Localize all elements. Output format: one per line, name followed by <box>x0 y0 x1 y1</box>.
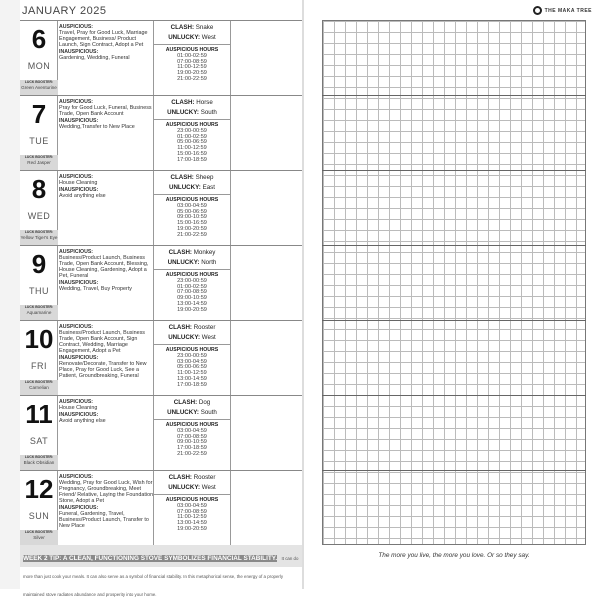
auspicious-hour: 13:00-14:59 <box>177 520 207 527</box>
weekly-tip <box>20 545 302 597</box>
hours-label: AUSPICIOUS HOURS <box>165 347 219 353</box>
auspicious-label: AUSPICIOUS: <box>59 99 94 105</box>
day-number: 11 <box>25 399 53 429</box>
auspicious-hour: 09:00-10:59 <box>177 439 207 446</box>
tip-title: WEEK 2 TIP: A CLEAN, FUNCTIONING STOVE SYMBOLIZES FINANCIAL STABILITY. <box>23 555 278 562</box>
clash-cell <box>153 21 231 95</box>
brand-logo <box>533 6 592 15</box>
auspicious-hour: 07:00-08:59 <box>177 433 207 440</box>
auspicious-hour: 21:00-22:59 <box>177 231 207 238</box>
luck-booster <box>20 455 58 470</box>
tree-logo-icon <box>533 6 542 15</box>
luck-booster-label: LUCK BOOSTER: <box>24 455 54 459</box>
auspicious-hour: 09:00-10:59 <box>177 295 207 302</box>
hours-box <box>154 196 230 244</box>
activities-cell <box>59 174 155 244</box>
inauspicious-label: INAUSPICIOUS: <box>59 505 99 511</box>
inauspicious-label: INAUSPICIOUS: <box>59 280 99 286</box>
unlucky-label: UNLUCKY: <box>169 184 201 191</box>
clash-box <box>154 321 230 345</box>
clash-box <box>154 396 230 420</box>
day-number: 7 <box>31 99 47 129</box>
luck-booster-value: Red Jasper <box>27 160 51 165</box>
clash-value: Rooster <box>193 324 216 331</box>
auspicious-hour: 05:00-06:59 <box>177 139 207 146</box>
inauspicious-text: Renovate/Decorate, Transfer to New Place, Pray for Good Luck, See a Patient, Groundbreaking, Funeral <box>59 361 147 379</box>
clash-cell <box>153 96 231 170</box>
inauspicious-text: Avoid anything else <box>59 193 106 199</box>
auspicious-hour: 17:00-18:59 <box>177 156 207 163</box>
auspicious-hour: 23:00-00:59 <box>177 352 207 359</box>
unlucky-value: West <box>201 334 216 341</box>
grid-divider-line <box>322 95 586 96</box>
clash-label: CLASH: <box>170 174 194 181</box>
left-page <box>20 0 302 597</box>
unlucky-value: North <box>201 259 217 266</box>
luck-booster-value: Carnelian <box>29 385 49 390</box>
inauspicious-label: INAUSPICIOUS: <box>59 118 99 124</box>
clash-label: CLASH: <box>173 399 198 406</box>
day-number: 8 <box>31 174 47 204</box>
clash-cell <box>153 171 231 245</box>
day-row <box>20 395 302 470</box>
auspicious-hour: 19:00-20:59 <box>177 525 207 532</box>
footer-quote: The more you live, the more you love. Or so they say. <box>378 552 530 559</box>
auspicious-label: AUSPICIOUS: <box>59 324 94 330</box>
auspicious-hour: 15:00-16:59 <box>177 220 207 227</box>
hours-box <box>154 121 230 169</box>
auspicious-text: Pray for Good Luck, Funeral, Business Trade, Open Bank Account <box>59 105 152 117</box>
inauspicious-text: Avoid anything else <box>59 418 106 424</box>
clash-label: CLASH: <box>168 249 192 256</box>
grid-divider-line <box>322 320 586 321</box>
luck-booster-label: LUCK BOOSTER: <box>24 155 54 159</box>
luck-booster-label: LUCK BOOSTER: <box>24 230 54 234</box>
auspicious-hour: 15:00-16:59 <box>177 150 207 157</box>
auspicious-hour: 11:00-12:59 <box>177 370 207 377</box>
unlucky-value: West <box>201 484 216 491</box>
inauspicious-label: INAUSPICIOUS: <box>59 49 99 55</box>
clash-box <box>154 246 230 270</box>
month-title: JANUARY 2025 <box>22 5 107 17</box>
auspicious-label: AUSPICIOUS: <box>59 474 94 480</box>
day-name: WED <box>27 211 51 221</box>
hours-label: AUSPICIOUS HOURS <box>165 47 219 53</box>
hours-label: AUSPICIOUS HOURS <box>165 497 219 503</box>
luck-booster <box>20 380 58 395</box>
luck-booster-label: LUCK BOOSTER: <box>24 305 54 309</box>
auspicious-text: Wedding, Pray for Good Luck, Wish for Pregnancy, Groundbreaking, Meet Friend/ Relative, Laying the Foundation Stone, Adopt a Pet <box>59 480 154 504</box>
day-row <box>20 170 302 245</box>
unlucky-label: UNLUCKY: <box>168 484 201 491</box>
clash-box <box>154 21 230 45</box>
auspicious-hour: 03:00-04:59 <box>177 427 207 434</box>
auspicious-hour: 11:00-12:59 <box>177 64 207 71</box>
day-notes-cell[interactable] <box>232 96 302 170</box>
inauspicious-text: Funeral, Gardening, Travel, Business/Product Launch, Transfer to New Place <box>59 511 149 529</box>
auspicious-label: AUSPICIOUS: <box>59 24 94 30</box>
right-page <box>304 0 600 589</box>
auspicious-hour: 19:00-20:59 <box>177 306 207 313</box>
activities-cell <box>59 474 155 544</box>
luck-booster-label: LUCK BOOSTER: <box>24 80 54 84</box>
auspicious-hour: 09:00-10:59 <box>177 214 207 221</box>
activities-cell <box>59 99 155 169</box>
activities-cell <box>59 399 155 469</box>
clash-value: Snake <box>195 24 214 31</box>
clash-value: Rooster <box>193 474 216 481</box>
date-cell <box>20 321 58 395</box>
inauspicious-text: Wedding,Transfer to New Place <box>59 124 135 130</box>
inauspicious-text: Wedding, Travel, Buy Property <box>59 286 133 292</box>
auspicious-hour: 13:00-14:59 <box>177 300 207 307</box>
unlucky-value: South <box>200 109 217 116</box>
unlucky-label: UNLUCKY: <box>167 259 200 266</box>
auspicious-hour: 05:00-06:59 <box>177 364 207 371</box>
grid-divider-line <box>322 470 586 471</box>
auspicious-hour: 23:00-00:59 <box>177 127 207 134</box>
unlucky-label: UNLUCKY: <box>168 34 201 41</box>
date-cell <box>20 21 58 95</box>
luck-booster <box>20 305 58 320</box>
auspicious-hour: 23:00-00:59 <box>177 277 207 284</box>
auspicious-hour: 17:00-18:59 <box>177 445 207 452</box>
hours-label: AUSPICIOUS HOURS <box>165 122 219 128</box>
auspicious-hour: 11:00-12:59 <box>177 514 207 521</box>
inauspicious-label: INAUSPICIOUS: <box>59 187 99 193</box>
auspicious-hour: 21:00-22:59 <box>177 450 207 457</box>
auspicious-label: AUSPICIOUS: <box>59 249 94 255</box>
day-row <box>20 20 302 95</box>
clash-value: Horse <box>196 99 213 106</box>
unlucky-label: UNLUCKY: <box>167 109 199 116</box>
auspicious-label: AUSPICIOUS: <box>59 174 94 180</box>
unlucky-value: West <box>201 34 216 41</box>
day-name: THU <box>29 286 49 296</box>
clash-box <box>154 471 230 495</box>
clash-label: CLASH: <box>168 474 192 481</box>
hours-box <box>154 496 230 544</box>
auspicious-hour: 07:00-08:59 <box>177 58 207 65</box>
clash-cell <box>153 471 231 545</box>
clash-box <box>154 96 230 120</box>
day-notes-cell[interactable] <box>232 471 302 545</box>
auspicious-label: AUSPICIOUS: <box>59 399 94 405</box>
luck-booster-value: Silver <box>33 535 45 540</box>
day-notes-cell[interactable] <box>232 321 302 395</box>
inauspicious-label: INAUSPICIOUS: <box>59 355 99 361</box>
auspicious-hour: 01:00-02:59 <box>177 283 207 290</box>
clash-label: CLASH: <box>168 324 192 331</box>
auspicious-hour: 03:00-04:59 <box>177 358 207 365</box>
auspicious-text: House Cleaning <box>59 405 98 411</box>
inauspicious-text: Gardening, Wedding, Funeral <box>59 55 130 61</box>
day-number: 10 <box>24 324 54 354</box>
auspicious-text: House Cleaning <box>59 180 98 186</box>
day-notes-cell[interactable] <box>232 21 302 95</box>
grid-divider-line <box>322 170 586 171</box>
auspicious-hour: 19:00-20:59 <box>177 70 207 77</box>
brand-name: THE MAKA TREE <box>544 7 592 14</box>
luck-booster-value: Black Obsidian <box>23 460 55 465</box>
auspicious-hour: 17:00-18:59 <box>177 381 207 388</box>
luck-booster-value: Yellow Tiger's Eye <box>20 235 58 240</box>
auspicious-text: Business/Product Launch, Business Trade, Open Bank Account, Blessing, House Cleaning, Gardening, Adopt a Pet, Funeral <box>59 255 149 279</box>
day-notes-cell[interactable] <box>232 246 302 320</box>
hours-label: AUSPICIOUS HOURS <box>165 197 219 203</box>
day-number: 12 <box>24 474 54 504</box>
clash-label: CLASH: <box>170 24 195 31</box>
hours-box <box>154 346 230 394</box>
day-number: 6 <box>31 24 47 54</box>
activities-cell <box>59 324 155 394</box>
luck-booster-label: LUCK BOOSTER: <box>24 530 54 534</box>
clash-box <box>154 171 230 195</box>
unlucky-label: UNLUCKY: <box>168 334 201 341</box>
day-row <box>20 95 302 170</box>
tip-text: It can do more than just cook your meals. It can also serve as a symbol of financial stability. In this metaphorical sense, the energy of a properly maintained stove radiates abundance and prosperity into your home. <box>23 556 299 597</box>
day-row <box>20 470 302 545</box>
hours-label: AUSPICIOUS HOURS <box>165 272 219 278</box>
day-notes-cell[interactable] <box>232 171 302 245</box>
date-cell <box>20 396 58 470</box>
luck-booster-value: Aquamarine <box>26 310 52 315</box>
clash-cell <box>153 321 231 395</box>
clash-cell <box>153 246 231 320</box>
unlucky-value: South <box>200 409 217 416</box>
auspicious-text: Travel, Pray for Good Luck, Marriage Engagement, Business/ Product Launch, Sign Contract, Adopt a Pet <box>59 30 148 48</box>
unlucky-value: East <box>202 184 215 191</box>
day-name: TUE <box>29 136 49 146</box>
hours-box <box>154 271 230 319</box>
luck-booster-value: Green Aventurine <box>21 85 57 90</box>
day-row <box>20 320 302 395</box>
unlucky-label: UNLUCKY: <box>167 409 199 416</box>
activities-cell <box>59 24 155 94</box>
grid-divider-line <box>322 245 586 246</box>
clash-value: Dog <box>198 399 211 406</box>
luck-booster <box>20 230 58 245</box>
auspicious-hour: 07:00-08:59 <box>177 289 207 296</box>
date-cell <box>20 246 58 320</box>
day-notes-cell[interactable] <box>232 396 302 470</box>
day-name: FRI <box>31 361 47 371</box>
activities-cell <box>59 249 155 319</box>
auspicious-hour: 01:00-02:59 <box>177 133 207 140</box>
luck-booster <box>20 80 58 95</box>
grid-day-dividers <box>322 20 586 545</box>
auspicious-hour: 03:00-04:59 <box>177 202 207 209</box>
clash-value: Monkey <box>193 249 216 256</box>
auspicious-hour: 03:00-04:59 <box>177 502 207 509</box>
hours-label: AUSPICIOUS HOURS <box>165 422 219 428</box>
luck-booster-label: LUCK BOOSTER: <box>24 380 54 384</box>
day-number: 9 <box>31 249 47 279</box>
auspicious-hour: 13:00-14:59 <box>177 375 207 382</box>
date-cell <box>20 471 58 545</box>
day-name: SAT <box>29 436 49 446</box>
luck-booster <box>20 530 58 545</box>
day-name: SUN <box>28 511 50 521</box>
grid-divider-line <box>322 395 586 396</box>
clash-value: Sheep <box>195 174 214 181</box>
auspicious-hour: 05:00-06:59 <box>177 208 207 215</box>
hours-box <box>154 421 230 469</box>
clash-label: CLASH: <box>171 99 195 106</box>
auspicious-hour: 21:00-22:59 <box>177 75 207 82</box>
day-row <box>20 245 302 320</box>
clash-cell <box>153 396 231 470</box>
day-name: MON <box>27 61 51 71</box>
auspicious-hour: 01:00-02:59 <box>177 52 207 59</box>
auspicious-hour: 07:00-08:59 <box>177 508 207 515</box>
date-cell <box>20 96 58 170</box>
date-cell <box>20 171 58 245</box>
auspicious-hour: 19:00-20:59 <box>177 225 207 232</box>
inauspicious-label: INAUSPICIOUS: <box>59 412 99 418</box>
luck-booster <box>20 155 58 170</box>
auspicious-text: Business/Product Launch, Business Trade, Open Bank Account, Sign Contract, Wedding, Marriage Engagement, Adopt a Pet <box>59 330 146 354</box>
auspicious-hour: 11:00-12:59 <box>177 145 207 152</box>
hours-box <box>154 46 230 94</box>
